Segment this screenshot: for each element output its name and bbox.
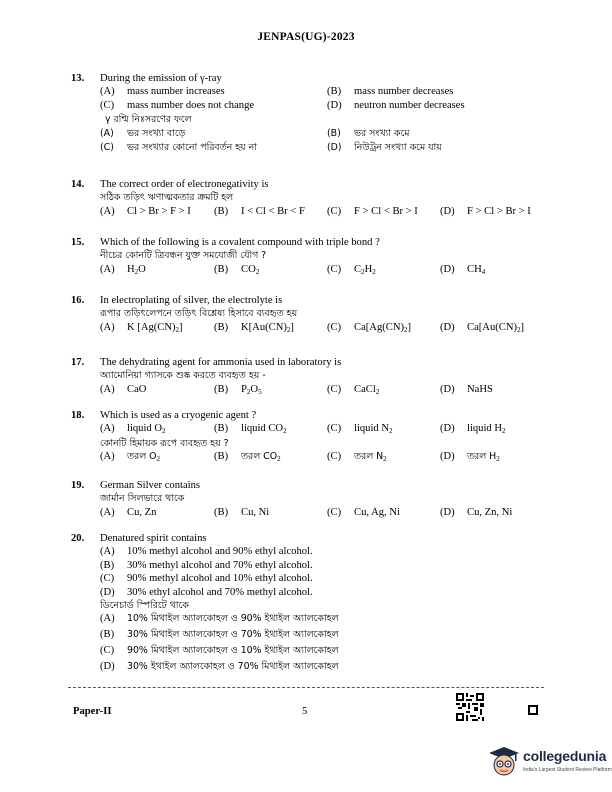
formula: K $[Ag(CN)_2]$ xyxy=(127,321,183,334)
formula: তরল $CO_2$ xyxy=(241,451,281,464)
question-17 xyxy=(71,356,551,397)
paper-label: Paper-II xyxy=(73,706,112,717)
formula: তরল $N_2$ xyxy=(354,451,387,464)
option-text: Cu, Ni xyxy=(241,506,270,518)
page-title: JENPAS(UG)-2023 xyxy=(257,31,355,43)
question-14 xyxy=(71,178,551,219)
options-row: (A) $H_2O$ (B) $CO_2$ (C) $C_2H_2$ (D) $CH_4$ xyxy=(100,263,486,276)
formula: liquid $H_2$ xyxy=(467,423,506,436)
options-row: (A) Cl > Br > F > I (B) I < Cl < Br < F (C) F > Cl < Br > I (D) F > Cl > Br > I xyxy=(100,205,531,217)
options-row: (A) Cu, Zn (B) Cu, Ni (C) Cu, Ag, Ni (D) Cu, Zn, Ni xyxy=(100,506,513,518)
question-number: 15. xyxy=(71,237,85,248)
question-text-bn: সঠিক তড়িৎ ঋণাত্মকতার ক্রমটি হল xyxy=(100,192,234,204)
options-row: (A) K $[Ag(CN)_2]$ (B) $K[Au(CN)_2]$ (C) $Ca[Ag(CN)_2]$ (D) $Ca[Au(CN)_2]$ xyxy=(100,321,525,334)
formula: liquid $N_2$ xyxy=(354,423,393,436)
square-box-icon xyxy=(528,705,538,715)
question-number: 14. xyxy=(71,179,85,190)
option-text: mass number does not change xyxy=(127,99,255,111)
formula: তরল $O_2$ xyxy=(127,451,161,464)
option-text: 10% মিথাইল অ্যালকোহল ও 90% ইথাইল অ্যালকোহল xyxy=(127,613,339,625)
option-text: Cu, Zn, Ni xyxy=(467,506,513,518)
formula: $CH_4$ xyxy=(467,263,486,276)
question-text-en: German Silver contains xyxy=(100,480,201,491)
question-16 xyxy=(71,294,551,335)
options-row: (A) liquid $O_2$ (B) liquid $CO_2$ (C) liquid $N_2$ (D) liquid $H_2$ xyxy=(100,423,506,436)
brand-tagline: India's Largest Student Review Platform xyxy=(523,767,612,773)
option-text: F > Cl < Br > I xyxy=(354,205,418,217)
brand-name: collegedunia xyxy=(523,748,607,764)
option-text: mass number decreases xyxy=(354,86,454,98)
options-row: (A) mass number increases (B) mass number decreases xyxy=(100,86,454,98)
question-number: 17. xyxy=(71,357,85,368)
question-20 xyxy=(71,532,551,676)
formula: $Ca[Ag(CN)_2]$ xyxy=(354,321,412,334)
question-15 xyxy=(71,236,551,277)
formula: CaCl$_2$ xyxy=(354,383,380,396)
option-text: I < Cl < Br < F xyxy=(241,205,305,217)
question-number: 16. xyxy=(71,295,85,306)
formula: CaO xyxy=(127,383,147,395)
question-text-bn: নীচের কোনটি ত্রিবন্ধন যুক্ত সমযোজী যৌগ ? xyxy=(100,250,267,262)
question-text-en: Which is used as a cryogenic agent ? xyxy=(100,410,257,421)
question-number: 19. xyxy=(71,480,85,491)
question-text-bn: জার্মান সিলভারে থাকে xyxy=(100,493,185,505)
question-18 xyxy=(71,409,551,465)
question-text-en: Denatured spirit contains xyxy=(100,533,207,544)
formula: তরল $H_2$ xyxy=(467,451,500,464)
question-text-bn: রূপার তড়িৎলেপনে তড়িৎ বিশ্লেষ্য হিসাবে ব্যবহৃত হয় xyxy=(100,308,298,320)
brand-watermark xyxy=(485,740,612,784)
graduate-mascot-icon xyxy=(487,744,521,778)
option-text: 30% ইথাইল অ্যালকোহল ও 70% মিথাইল অ্যালকোহল xyxy=(127,661,339,673)
options-row: (C) ভর সংখ্যার কোনো পরিবর্তন হয় না (D) নিউট্রন সংখ্যা কমে যায় xyxy=(100,141,442,153)
option-text: 10% methyl alcohol and 90% ethyl alcohol. xyxy=(127,546,313,558)
option-text: Cu, Ag, Ni xyxy=(354,506,400,518)
question-text-en: The correct order of electronegativity is xyxy=(100,179,269,190)
options-row: (A) ভর সংখ্যা বাড়ে (B) ভর সংখ্যা কমে xyxy=(100,127,410,139)
formula: $P_2O_5$ xyxy=(241,383,262,396)
option-text: ভর সংখ্যা কমে xyxy=(354,127,410,139)
formula: $Ca[Au(CN)_2]$ xyxy=(467,321,525,334)
footer-divider xyxy=(68,687,544,688)
options-list: (A) 10% methyl alcohol and 90% ethyl alcohol. (B) 30% methyl alcohol and 70% ethyl alcohol. (C) 90% methyl alcohol and 10% ethyl alcohol. (D) 30% ethyl alcohol and 70% methyl alcohol. ডিনেচার্ড স্পিরিটে থাকে (A) 10% মিথাইল অ্যালকোহল ও 90% ইথাইল অ্যালকোহল (B) 30% মিথাইল অ্যালকোহল ও 70% ইথাইল অ্যালকোহল (C) 90% মিথাইল অ্যালকোহল ও 10% ইথাইল অ্যালকোহল (D) 30% ইথাইল অ্যালকোহল ও 70% মিথাইল অ্যালকোহল xyxy=(100,545,551,676)
option-text: mass number increases xyxy=(127,86,225,98)
option-text: neutron number decreases xyxy=(354,99,465,111)
option-text: 90% মিথাইল অ্যালকোহল ও 10% ইথাইল অ্যালকোহল xyxy=(127,645,339,657)
options-row: (A) CaO (B) $P_2O_5$ (C) CaCl$_2$ (D) NaHS xyxy=(100,383,493,396)
question-number: 18. xyxy=(71,410,85,421)
question-text-bn: অ্যামোনিয়া গ্যাসকে শুষ্ক করতে ব্যবহৃত হয় - xyxy=(100,370,266,382)
qr-code-icon xyxy=(456,693,484,721)
question-number: 20. xyxy=(71,533,85,544)
question-13 xyxy=(71,72,551,155)
question-text-bn: γ রশ্মি নিঃসরণের ফলে xyxy=(105,114,192,126)
formula: $H_2O$ xyxy=(127,263,146,276)
option-text: Cu, Zn xyxy=(127,506,157,518)
question-text-en: In electroplating of silver, the electrolyte is xyxy=(100,295,283,306)
formula: liquid $O_2$ xyxy=(127,423,166,436)
formula: $C_2H_2$ xyxy=(354,263,376,276)
question-number: 13. xyxy=(71,73,85,84)
options-row: (A) তরল $O_2$ (B) তরল $CO_2$ (C) তরল $N_2$ (D) তরল $H_2$ xyxy=(100,451,500,464)
formula: $K[Au(CN)_2]$ xyxy=(241,321,294,334)
option-text: 90% methyl alcohol and 10% ethyl alcohol. xyxy=(127,573,313,585)
question-text-bn: ডিনেচার্ড স্পিরিটে থাকে xyxy=(100,600,189,612)
question-text-bn: কোনটি হিমায়ক রূপে ব্যবহৃত হয় ? xyxy=(100,437,229,449)
option-text: 30% methyl alcohol and 70% ethyl alcohol. xyxy=(127,559,313,571)
formula: NaHS xyxy=(467,383,493,395)
formula: $CO_2$ xyxy=(241,263,260,276)
formula: liquid $CO_2$ xyxy=(241,423,287,436)
question-text-en: Which of the following is a covalent compound with triple bond ? xyxy=(100,237,380,248)
option-text: 30% মিথাইল অ্যালকোহল ও 70% ইথাইল অ্যালকোহল xyxy=(127,629,339,641)
page-number: 5 xyxy=(302,706,308,717)
question-text-en: The dehydrating agent for ammonia used in laboratory is xyxy=(100,357,342,368)
option-text: F > Cl > Br > I xyxy=(467,205,531,217)
option-text: নিউট্রন সংখ্যা কমে যায় xyxy=(354,141,442,153)
option-text: 30% ethyl alcohol and 70% methyl alcohol. xyxy=(127,586,313,598)
option-text: ভর সংখ্যা বাড়ে xyxy=(127,127,186,139)
option-text: ভর সংখ্যার কোনো পরিবর্তন হয় না xyxy=(127,141,257,153)
options-row: (C) mass number does not change (D) neutron number decreases xyxy=(100,99,465,111)
option-text: Cl > Br > F > I xyxy=(127,205,191,217)
question-19 xyxy=(71,479,551,520)
question-text-en: During the emission of γ-ray xyxy=(100,73,222,84)
